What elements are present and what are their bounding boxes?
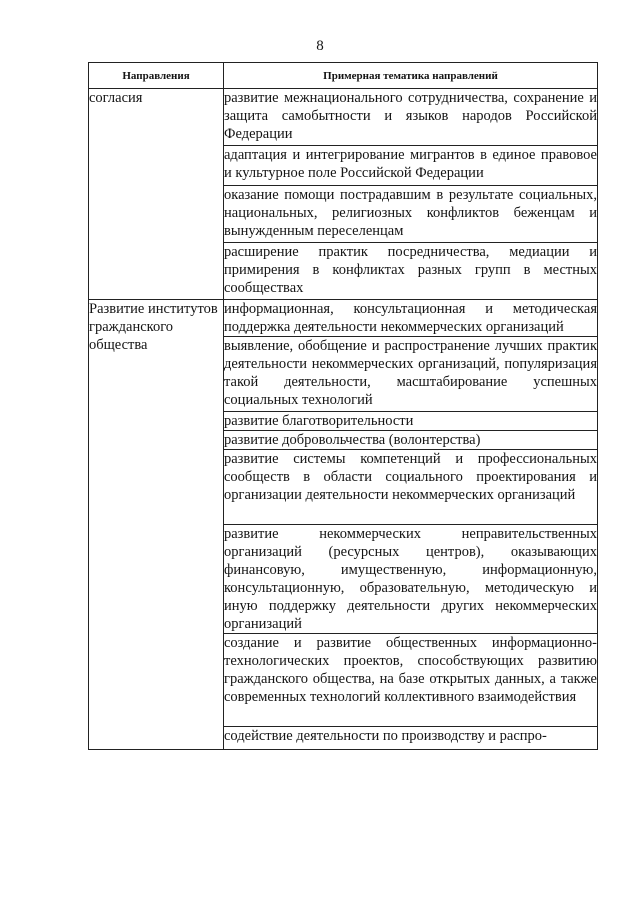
topic-cell: выявление, обобщение и распространение лучших практик деятельности некоммерческих организаций, популяризация такой деятельности, масштабирование успешных социальных технологий (224, 337, 598, 412)
topic-cell: содействие деятельности по производству и распро- (224, 727, 598, 750)
topic-cell: развитие межнационального сотрудничества, сохранение и защита самобытности и языков народов Российской Федерации (224, 89, 598, 146)
topic-cell: расширение практик посредничества, медиации и примирения в конфликтах разных групп в местных сообществах (224, 243, 598, 300)
topic-cell: развитие некоммерческих неправительственных организаций (ресурсных центров), оказывающих финансовую, имущественную, информационную, консультационную, образовательную, методическую и иную поддержку деятельности других некоммерческих организаций (224, 526, 597, 632)
topic-cell: оказание помощи пострадавшим в результате социальных, национальных, религиозных конфликтов беженцам и вынужденным переселенцам (224, 186, 598, 243)
direction-label: согласия (89, 90, 143, 106)
topic-cell: адаптация и интегрирование мигрантов в единое правовое и культурное поле Российской Федерации (224, 146, 598, 186)
topic-cell: развитие добровольчества (волонтерства) (224, 431, 598, 450)
topic-cell: развитие системы компетенций и профессиональных сообществ в области социального проектирования и организации деятельности некоммерческих организаций (224, 450, 598, 525)
header-directions: Направления (89, 63, 224, 89)
topic-cell: информационная, консультационная и методическая поддержка деятельности некоммерческих организаций (224, 301, 597, 335)
table-row (89, 300, 598, 337)
direction-cell (89, 89, 224, 300)
direction-label: Развитие институтов гражданского общества (89, 301, 218, 353)
topic-cell: развитие благотворительности (224, 412, 598, 431)
topic-cell: создание и развитие общественных информационно-технологических проектов, способствующих развитию гражданского общества, на базе открытых данных, а также современных технологий коллективного взаимодействия (224, 634, 598, 727)
table-header-row (89, 63, 598, 89)
direction-cell (89, 300, 224, 750)
header-topics: Примерная тематика направлений (224, 63, 598, 89)
page-number: 8 (316, 38, 324, 54)
table-row (89, 89, 598, 146)
directions-table (88, 62, 598, 750)
